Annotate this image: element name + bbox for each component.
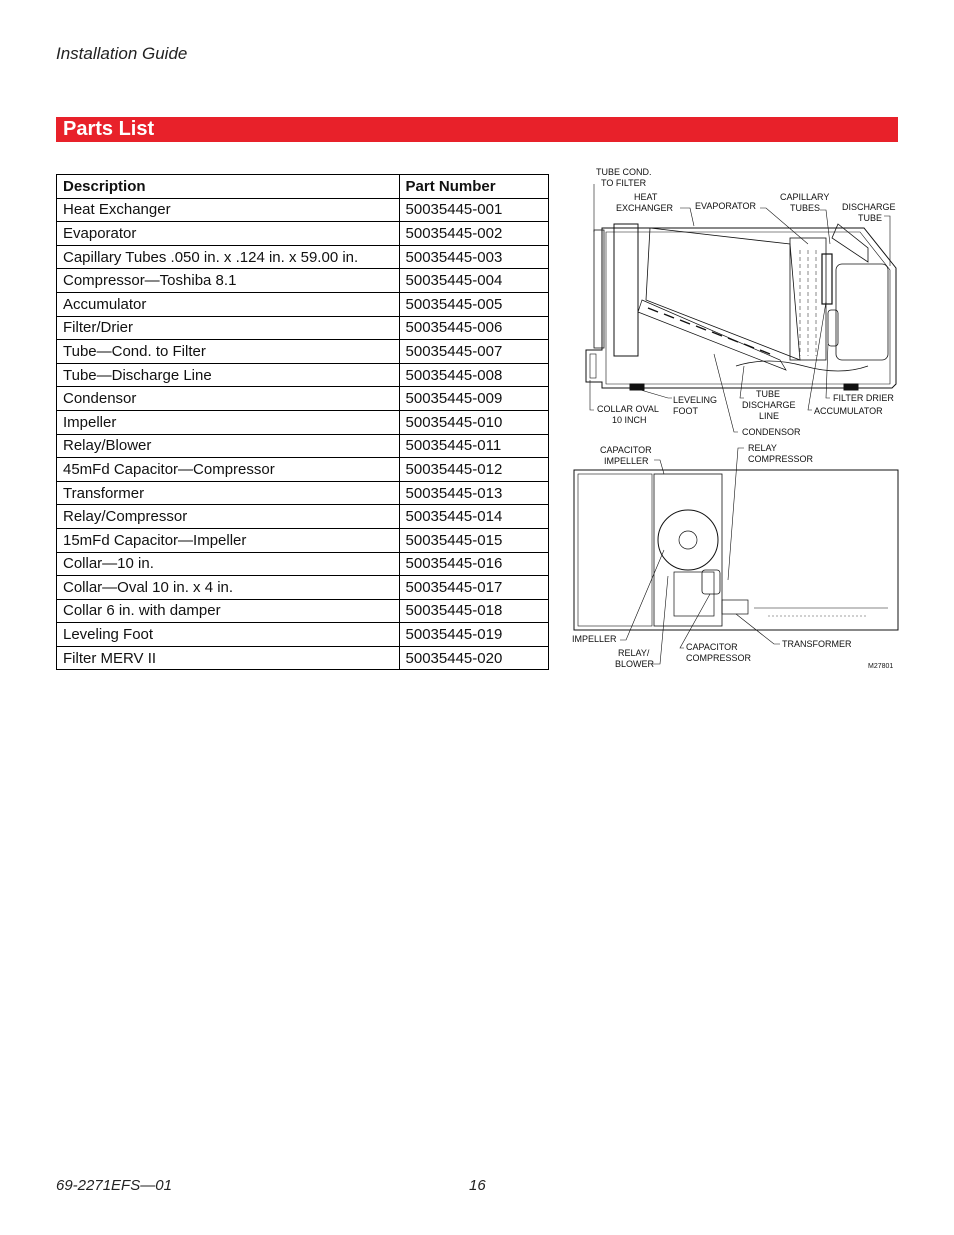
part-description-cell: 45mFd Capacitor—Compressor	[57, 458, 400, 482]
part-number-cell: 50035445-014	[399, 505, 548, 529]
part-description-cell: Compressor—Toshiba 8.1	[57, 269, 400, 293]
section-banner	[56, 117, 898, 142]
capacitor-shape	[702, 570, 720, 594]
label-tube-discharge-line: TUBE	[756, 389, 781, 399]
label-transformer: TRANSFORMER	[782, 639, 852, 649]
table-row	[57, 646, 549, 670]
part-description-cell: Tube—Discharge Line	[57, 363, 400, 387]
footer-page-number: 16	[469, 1177, 486, 1194]
table-row	[57, 434, 549, 458]
part-number-cell: 50035445-003	[399, 245, 548, 269]
svg-text:COMPRESSOR: COMPRESSOR	[686, 653, 752, 663]
svg-text:DISCHARGE: DISCHARGE	[742, 400, 796, 410]
part-number-cell: 50035445-001	[399, 198, 548, 222]
part-description-cell: Collar—Oval 10 in. x 4 in.	[57, 576, 400, 600]
part-number-cell: 50035445-004	[399, 269, 548, 293]
part-number-cell: 50035445-007	[399, 340, 548, 364]
part-description-cell: 15mFd Capacitor—Impeller	[57, 528, 400, 552]
table-row	[57, 292, 549, 316]
part-number-cell: 50035445-011	[399, 434, 548, 458]
part-description-cell: Tube—Cond. to Filter	[57, 340, 400, 364]
part-description-cell: Heat Exchanger	[57, 198, 400, 222]
part-number-cell: 50035445-018	[399, 599, 548, 623]
table-row	[57, 222, 549, 246]
section-title: Parts List	[63, 118, 155, 140]
document-header-title: Installation Guide	[56, 44, 188, 63]
parts-table-body	[57, 198, 549, 670]
table-row	[57, 410, 549, 434]
label-evaporator: EVAPORATOR	[695, 201, 757, 211]
label-capillary-tubes: CAPILLARY	[780, 192, 830, 202]
lower-housing-outline	[574, 470, 898, 630]
svg-text:10 INCH: 10 INCH	[612, 415, 647, 425]
svg-text:COMPRESSOR: COMPRESSOR	[748, 454, 814, 464]
part-number-cell: 50035445-020	[399, 646, 548, 670]
part-number-cell: 50035445-013	[399, 481, 548, 505]
label-accumulator: ACCUMULATOR	[814, 406, 883, 416]
part-number-cell: 50035445-012	[399, 458, 548, 482]
svg-text:TUBE: TUBE	[858, 213, 883, 223]
label-heat-exchanger: HEAT	[634, 192, 658, 202]
svg-text:TUBES: TUBES	[790, 203, 821, 213]
impeller-shape	[658, 510, 718, 570]
label-leveling-foot: LEVELING	[673, 395, 718, 405]
part-number-cell: 50035445-010	[399, 410, 548, 434]
table-row	[57, 363, 549, 387]
table-row	[57, 458, 549, 482]
part-description-cell: Impeller	[57, 410, 400, 434]
table-row	[57, 599, 549, 623]
table-row	[57, 245, 549, 269]
upper-housing-outline	[586, 228, 896, 388]
unit-diagram	[568, 160, 904, 680]
part-number-cell: 50035445-019	[399, 623, 548, 647]
label-relay-blower: RELAY/	[618, 648, 650, 658]
part-description-cell: Evaporator	[57, 222, 400, 246]
part-number-cell: 50035445-005	[399, 292, 548, 316]
label-collar-oval: COLLAR OVAL	[597, 404, 659, 414]
table-row	[57, 198, 549, 222]
part-description-cell: Collar—10 in.	[57, 552, 400, 576]
part-number-cell: 50035445-002	[399, 222, 548, 246]
table-row	[57, 505, 549, 529]
label-capacitor-compressor: CAPACITOR	[686, 642, 738, 652]
label-impeller: IMPELLER	[572, 634, 617, 644]
svg-text:FOOT: FOOT	[673, 406, 698, 416]
label-relay-compressor: RELAY	[748, 443, 777, 453]
part-description-cell: Leveling Foot	[57, 623, 400, 647]
part-description-cell: Relay/Compressor	[57, 505, 400, 529]
column-header-part-number: Part Number	[399, 175, 548, 199]
svg-text:LINE: LINE	[759, 411, 780, 421]
table-row	[57, 481, 549, 505]
label-tube-cond: TUBE COND.	[596, 167, 652, 177]
part-number-cell: 50035445-009	[399, 387, 548, 411]
table-row	[57, 269, 549, 293]
table-row	[57, 528, 549, 552]
table-row	[57, 340, 549, 364]
parts-table	[56, 174, 549, 670]
part-description-cell: Accumulator	[57, 292, 400, 316]
part-description-cell: Condensor	[57, 387, 400, 411]
part-description-cell: Filter/Drier	[57, 316, 400, 340]
label-figure-id: M27801	[868, 663, 894, 670]
table-row	[57, 316, 549, 340]
part-number-cell: 50035445-006	[399, 316, 548, 340]
part-description-cell: Transformer	[57, 481, 400, 505]
table-row	[57, 576, 549, 600]
compressor-shape	[836, 264, 888, 360]
label-condensor: CONDENSOR	[742, 427, 801, 437]
filter-drier-shape	[822, 254, 832, 304]
column-header-description: Description	[57, 175, 400, 199]
label-capacitor-impeller: CAPACITOR	[600, 445, 652, 455]
part-number-cell: 50035445-016	[399, 552, 548, 576]
table-header-row	[57, 175, 549, 199]
svg-text:TO FILTER: TO FILTER	[601, 178, 647, 188]
diagram-svg	[568, 160, 904, 680]
table-row	[57, 552, 549, 576]
part-number-cell: 50035445-017	[399, 576, 548, 600]
svg-text:EXCHANGER: EXCHANGER	[616, 203, 674, 213]
transformer-shape	[722, 600, 748, 614]
part-description-cell: Filter MERV II	[57, 646, 400, 670]
table-row	[57, 387, 549, 411]
part-number-cell: 50035445-008	[399, 363, 548, 387]
label-filter-drier: FILTER DRIER	[833, 393, 894, 403]
svg-text:BLOWER: BLOWER	[615, 659, 655, 669]
footer-doc-number: 69-2271EFS—01	[56, 1177, 172, 1194]
table-row	[57, 623, 549, 647]
accumulator-shape	[828, 310, 838, 346]
label-discharge-tube: DISCHARGE	[842, 202, 896, 212]
part-description-cell: Relay/Blower	[57, 434, 400, 458]
part-number-cell: 50035445-015	[399, 528, 548, 552]
svg-text:IMPELLER: IMPELLER	[604, 456, 649, 466]
heat-exchanger-shape	[614, 224, 638, 356]
part-description-cell: Capillary Tubes .050 in. x .124 in. x 59.00 in.	[57, 245, 400, 269]
part-description-cell: Collar 6 in. with damper	[57, 599, 400, 623]
evaporator-shape	[646, 228, 800, 360]
